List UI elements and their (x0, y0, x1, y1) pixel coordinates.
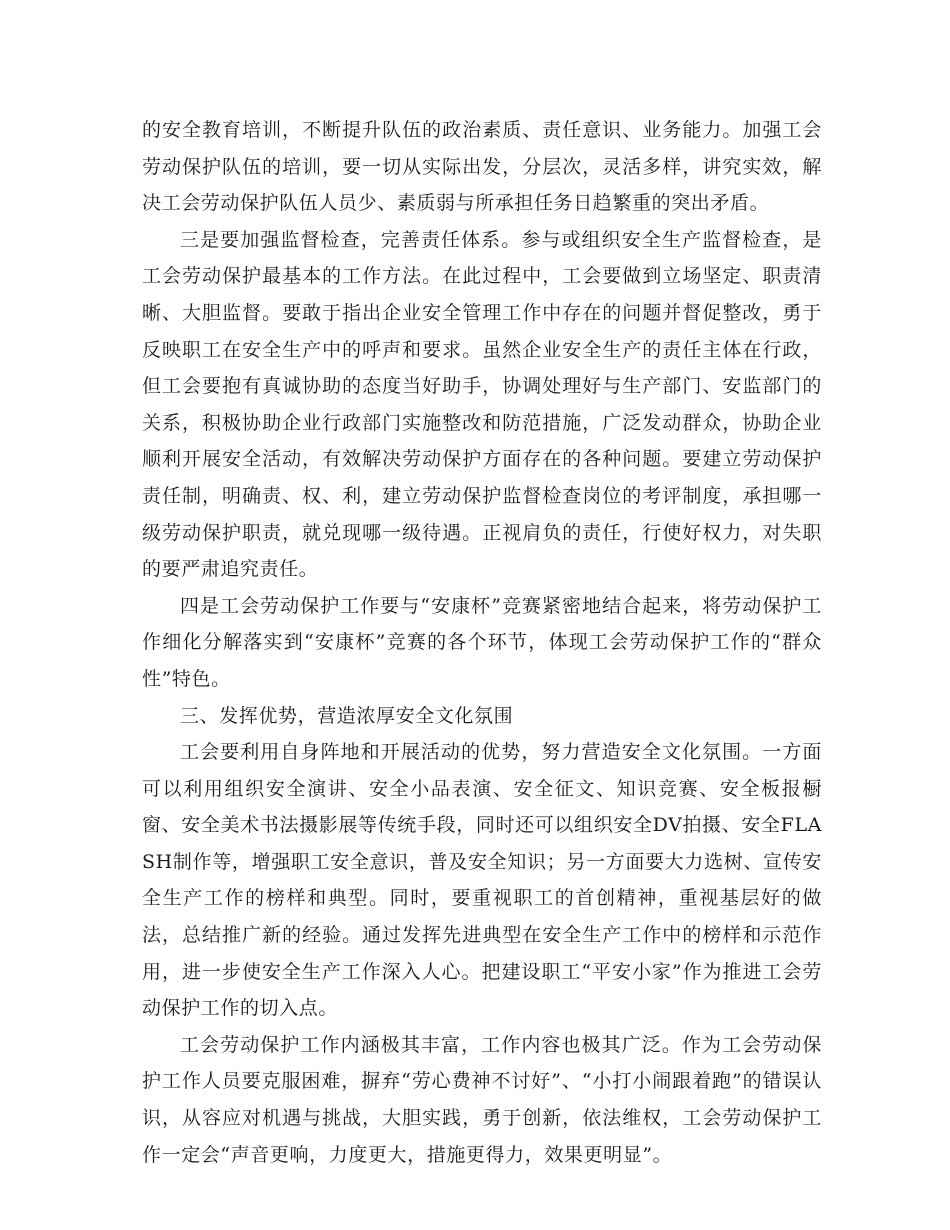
paragraph-continuation: 的安全教育培训，不断提升队伍的政治素质、责任意识、业务能力。加强工会劳动保护队伍的培训，要一切从实际出发，分层次，灵活多样，讲究实效，解决工会劳动保护队伍人员少、素质弱与所承担任务日趋繁重的突出矛盾。 (142, 119, 822, 215)
paragraph-ankang-cup: 四是工会劳动保护工作要与“安康杯”竞赛紧密地结合起来，将劳动保护工作细化分解落实到“安康杯”竞赛的各个环节，体现工会劳动保护工作的“群众性”特色。 (142, 594, 822, 690)
paragraph-safety-culture: 工会要利用自身阵地和开展活动的优势，努力营造安全文化氛围。一方面可以利用组织安全演讲、安全小品表演、安全征文、知识竞赛、安全板报橱窗、安全美术书法摄影展等传统手段，同时还可以组织安全DV拍摄、安全FLASH制作等，增强职工安全意识，普及安全知识；另一方面要大力选树、宣传安全生产工作的榜样和典型。同时，要重视职工的首创精神，重视基层好的做法，总结推广新的经验。通过发挥先进典型在安全生产工作中的榜样和示范作用，进一步使安全生产工作深入人心。把建设职工“平安小家”作为推进工会劳动保护工作的切入点。 (142, 741, 822, 1020)
paragraph-conclusion: 工会劳动保护工作内涵极其丰富，工作内容也极其广泛。作为工会劳动保护工作人员要克服困难，摒弃“劳心费神不讨好”、“小打小闹跟着跑”的错误认识，从容应对机遇与挑战，大胆实践，勇于创新，依法维权，工会劳动保护工作一定会“声音更响，力度更大，措施更得力，效果更明显”。 (142, 1033, 822, 1166)
paragraph-supervision: 三是要加强监督检查，完善责任体系。参与或组织安全生产监督检查，是工会劳动保护最基本的工作方法。在此过程中，工会要做到立场坚定、职责清晰、大胆监督。要敢于指出企业安全管理工作中存在的问题并督促整改，勇于反映职工在安全生产中的呼声和要求。虽然企业安全生产的责任主体在行政，但工会要抱有真诚协助的态度当好助手，协调处理好与生产部门、安监部门的关系，积极协助企业行政部门实施整改和防范措施，广泛发动群众，协助企业顺利开展安全活动，有效解决劳动保护方面存在的各种问题。要建立劳动保护责任制，明确责、权、利，建立劳动保护监督检查岗位的考评制度，承担哪一级劳动保护职责，就兑现哪一级待遇。正视肩负的责任，行使好权力，对失职的要严肃追究责任。 (142, 228, 822, 581)
section-heading-3: 三、发挥优势，营造浓厚安全文化氛围 (180, 704, 514, 727)
document-body (142, 112, 822, 1173)
